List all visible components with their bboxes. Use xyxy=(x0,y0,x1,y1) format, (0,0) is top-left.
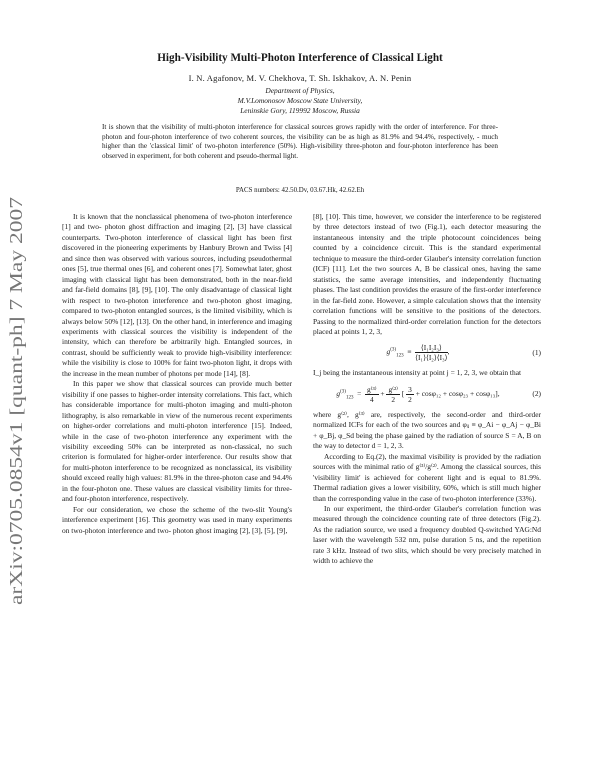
eq2-subscript: 123 xyxy=(345,395,354,401)
left-column xyxy=(62,212,292,536)
paragraph: For our consideration, we chose the scheme of the two-slit Young's interference experiment [16]. This geometry was used in many experiments on two-photon interference and two- photon ghost imaging [2], [3], [5], [9], xyxy=(62,504,292,535)
eq2-label: (2) xyxy=(532,389,541,399)
eq2-fraction-b xyxy=(386,385,400,404)
eq2-fraction-c xyxy=(406,385,414,404)
right-column xyxy=(313,212,541,567)
author-list: I. N. Agafonov, M. V. Chekhova, T. Sh. Iskhakov, A. N. Penin xyxy=(188,73,412,83)
eq1-subscript: 123 xyxy=(396,354,404,360)
eq2-superscript: (3) xyxy=(340,389,346,395)
eq1-fraction xyxy=(415,343,447,362)
eq2-b-denominator: 2 xyxy=(391,394,396,404)
eq2-fraction-a xyxy=(365,385,379,404)
eq1-label: (1) xyxy=(532,347,541,357)
pacs-numbers: PACS numbers: 42.50.Dv, 03.67.Hk, 42.62.Eh xyxy=(235,187,365,194)
paper-title: High-Visibility Multi-Photon Interference of Classical Light xyxy=(157,52,443,64)
equation-2: $g^{(3)}_{123}$ = $\frac{\text{g⁽³⁾}}{4}$ + $\frac{\text{g⁽²⁾}}{2}$ [ $\frac{3}{2}$ + cosφ₁₂ + cosφ₂₃ + cosφ₁₃], (2) xyxy=(336,384,541,404)
eq1-superscript: (3) xyxy=(390,348,397,354)
abstract: It is shown that the visibility of multi-photon interference for classical sources grows rapidly with the order of interference. For three-photon and four-photon interference of two coherent sources, the visibility can be as high as 81.9% and 94.4%, respectively, - much higher than the 'classical limit' of two-photon interference (50%). High-visibility three-photon and four-photon interference has been observed in experiment, for both coherent and pseudo-thermal light. xyxy=(102,123,498,161)
eq1-denominator: ⟨I₁⟩⟨I₂⟩⟨I₃⟩ xyxy=(415,353,448,363)
paragraph: In this paper we show that classical sources can provide much better visibility if one passes to higher-order intensity correlations. This fact, which has considerable importance for multi-photon imaging and multi-photon lithography, is also remarkable in view of the numerous recent experiments on higher-order correlations and multi-photon interference [15]. Indeed, while in the case of two-photon interference any experiment with the visibility exceeding 50% can be interpreted as non-classical, no such criterion is formulated for higher-order interference. Our results show that for multi-photon interference to be recognized as nonclassical, its visibility should exceed really high values: 81.9% in the three-photon case and 94.4% in the four-photon one. These values are classical visibility limits for three- and four-photon interference, respectively. xyxy=(62,379,292,504)
eq1-symbol: g xyxy=(386,347,391,357)
paragraph: I_j being the instantaneous intensity at point j = 1, 2, 3, we obtain that xyxy=(313,368,522,378)
affiliation-line: Leninskie Gory, 119992 Moscow, Russia xyxy=(240,106,360,115)
eq1-numerator: ⟨I₁I₂I₃⟩ xyxy=(415,343,447,353)
paragraph: where g⁽²⁾, g⁽³⁾ are, respectively, the second-order and third-order normalized ICFs for each of the two sources and φᵢⱼ ≡ φ_Ai − φ_Aj − φ_Bi + φ_Bj, φ_Sd being the phase gained by the radiation of source S = A, B on the way to detector d = 1, 2, 3. xyxy=(313,409,541,451)
paragraph: In our experiment, the third-order Glauber's correlation function was measured through the coincidence counting rate of three detectors (Fig.2). As the radiation source, we used a frequency doubled Q-switched YAG:Nd laser with the wavelength 532 nm, pulse duration 5 ns, and the repetition rate 3 kHz. Instead of two slits, which should be very precisely matched in width to achieve the xyxy=(313,503,541,566)
paragraph: [8], [10]. This time, however, we consider the interference to be registered by three detectors instead of two (Fig.1), each detector measuring the instantaneous intensity and the triple photocount coincidences being counted by a coincidence circuit. This is the standard experimental technique to measure the third-order Glauber's intensity correlation function (ICF) [11]. Let the two sources A, B be classical ones, having the same statistics, the same average intensities, and independently fluctuating phases. The last condition provides the erasure of the first-order interference in the far-field zone. However, a simple calculation shows that the intensity correlation functions will be sensitive to the positions of the detectors. Passing to the normalized third-order correlation function for the detectors placed at points 1, 2, 3, xyxy=(313,212,541,336)
affiliation xyxy=(60,86,540,116)
eq2-c-denominator: 2 xyxy=(408,394,412,404)
eq2-a-denominator: 4 xyxy=(369,394,374,404)
eq2-c-numerator: 3 xyxy=(408,384,412,394)
eq2-b-numerator: g⁽²⁾ xyxy=(388,384,398,394)
arxiv-identifier xyxy=(0,195,32,605)
affiliation-line: Department of Physics, xyxy=(265,86,335,95)
paragraph: According to Eq.(2), the maximal visibility is provided by the radiation sources with the minimal ratio of g⁽³⁾/g⁽²⁾. Among the classical sources, this 'visibility limit' is achieved for coherent light and is equal to 81.9%. Thermal radiation gives a lower visibility, 60%, which is still much higher than the corresponding value in the case of two-photon interference (33%). xyxy=(313,451,541,503)
eq2-tail: + cosφ₁₂ + cosφ₂₃ + cosφ₁₃], xyxy=(415,389,500,399)
eq2-a-numerator: g⁽³⁾ xyxy=(367,384,377,394)
equation-1: $g^{(3)}_{123}$ ≡ $\frac{\text{⟨I₁I₂I₃⟩}}{\text{⟨I₁⟩⟨I₂⟩⟨I₃⟩}}$ , (1) xyxy=(386,343,541,363)
affiliation-line: M.V.Lomonosov Moscow State University, xyxy=(237,96,363,105)
arxiv-id-text: arXiv:0705.0854v1 [quant-ph] 7 May 2007 xyxy=(6,289,26,605)
paragraph: It is known that the nonclassical phenomena of two-photon interference [1] and two- photon ghost diffraction and imaging [2], [3] have classical counterparts. Two-photon interference of classical light has been first discovered in the pioneering experiments by Hanbury Brown and Twiss [4] and since then was observed with various sources, including pseudothermal ones [5], true thermal ones [6], and coherent ones [7]. Somewhat later, ghost imaging with classical light has been demonstrated, both in the near-field and far-field domains [8], [9], [10]. The only disadvantage of classical light with respect to two-photon interference and two-photon ghost imaging, compared to two-photon entangled sources, is the limited visibility, which is always below 50% [12], [13]. On the other hand, in interference and imaging experiments with classical sources the visibility is independent of the intensity, which can therefore be arbitrarily high. Entangled sources, in contrast, should be sufficiently weak to provide high-visibility interference: while the visibility is close to 100% for faint two-photon light, it drops with the increase in the mean number of photons per mode [14], [8]. xyxy=(62,212,292,378)
eq2-symbol: g xyxy=(336,389,341,399)
